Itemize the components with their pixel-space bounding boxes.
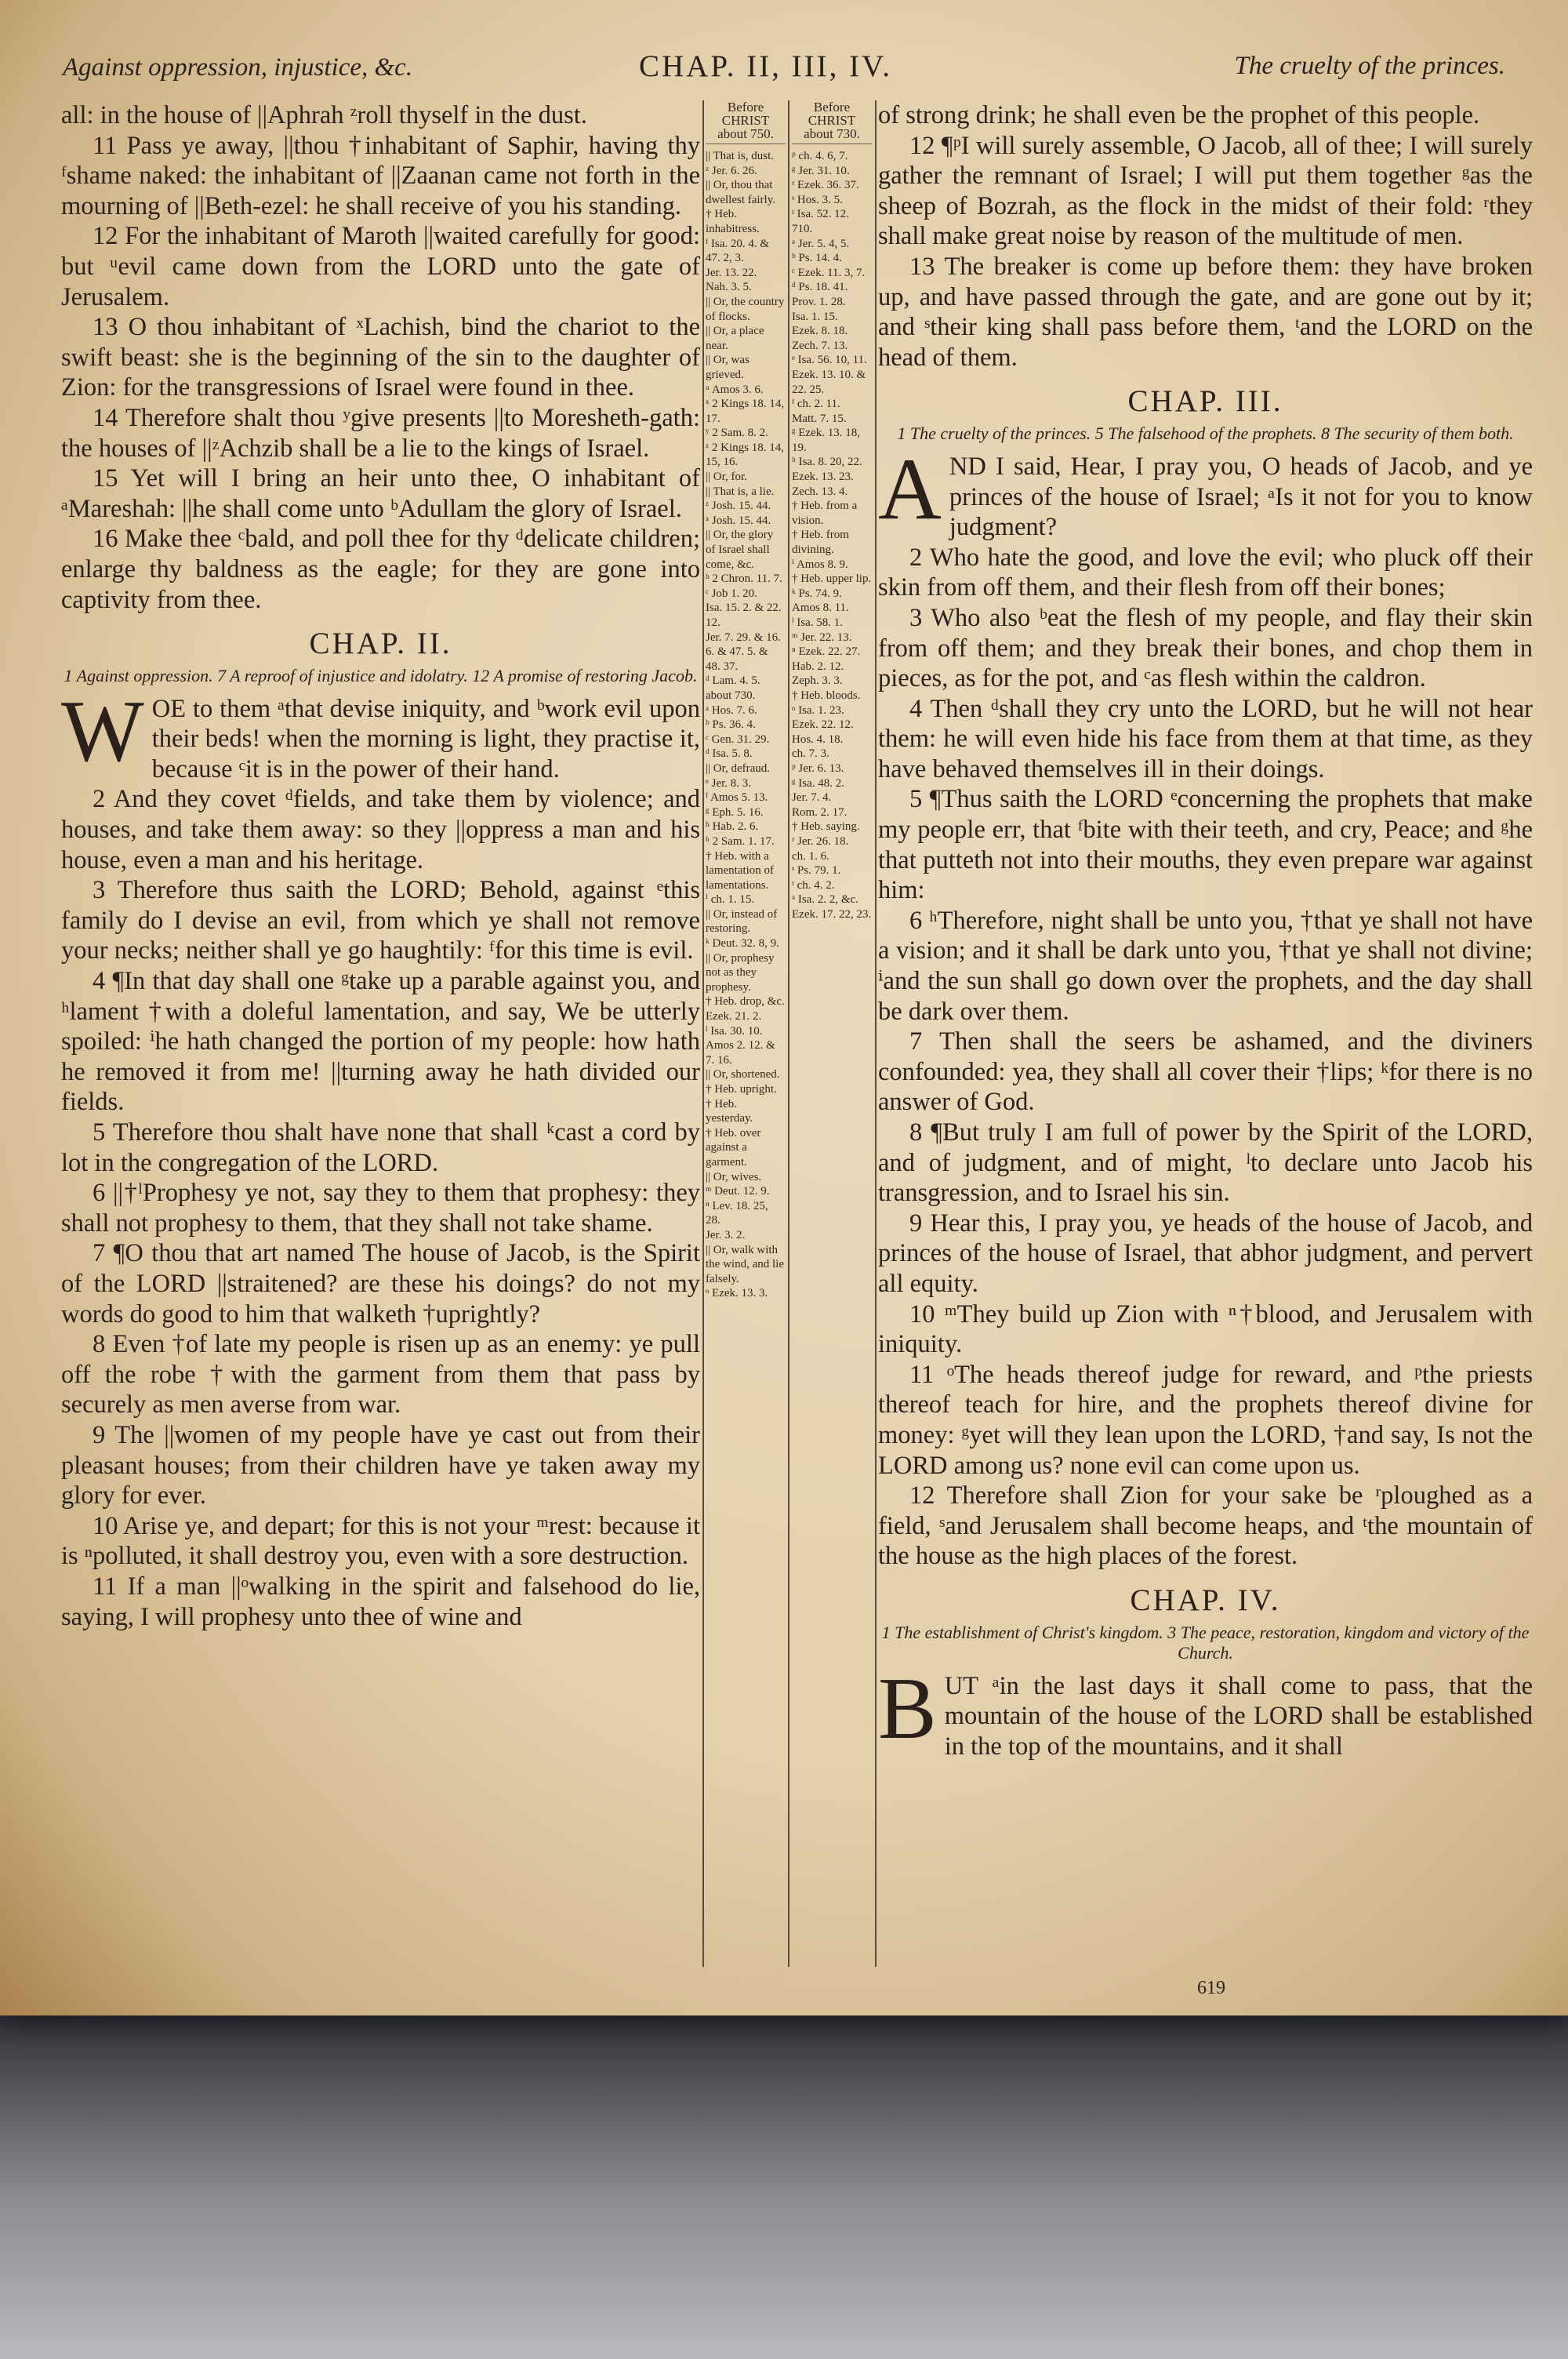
cross-reference: 710. <box>792 222 813 235</box>
verse-text: ND I said, Hear, I pray you, O heads of Jacob, and ye princes of the house of Israel; ᵃIs it not for you to know judgment? <box>949 452 1533 542</box>
chapter-summary: 1 The establishment of Christ's kingdom. 3 The peace, restoration, kingdom and victory of the Church. <box>881 1622 1530 1663</box>
cross-reference: ⁱ ch. 1. 15. <box>706 893 755 907</box>
cross-reference: ᶻ Josh. 15. 44. <box>706 500 771 513</box>
cross-reference: ᵏ Deut. 32. 8, 9. <box>706 937 779 951</box>
cross-reference: ᵃ Isa. 2. 2, &c. <box>792 893 858 907</box>
cross-reference: || Or, a place near. <box>706 325 764 352</box>
cross-reference: † Heb. drop, &c. <box>706 995 785 1009</box>
cross-reference: ᵗ ch. 4. 2. <box>792 878 835 892</box>
verse: 6 ||†ˡProphesy ye not, say they to them that prophesy: they shall not prophesy to them, that they shall not take shame. <box>61 1179 700 1238</box>
cross-reference-list <box>792 149 872 921</box>
cross-reference-list <box>706 149 786 1301</box>
cross-reference: ʸ 2 Sam. 8. 2. <box>706 427 768 440</box>
cross-reference: ᶠ Amos 5. 13. <box>706 791 768 805</box>
verse: all: in the house of ||Aphrah ᶻroll thyself in the dust. <box>61 101 587 129</box>
cross-reference: ᵃ Hos. 7. 6. <box>706 703 757 717</box>
chapter-opening-verse <box>878 1659 1533 1762</box>
cross-reference: Ezek. 13. 10. & 22. 25. <box>792 368 866 396</box>
verse: 3 Who also ᵇeat the flesh of my people, and flay their skin from off them; and they break their bones, and chop them in pieces, as for the pot, and ᶜas flesh within the caldron. <box>878 603 1533 693</box>
chapter-heading: CHAP. II. <box>309 627 452 661</box>
cross-reference: ᶜ Gen. 31. 29. <box>706 732 770 746</box>
cross-reference: ˢ Hos. 3. 5. <box>792 193 843 206</box>
cross-reference: ˢ Ps. 79. 1. <box>792 864 841 878</box>
chapter-opening-verse <box>61 682 700 785</box>
cross-reference: Amos 8. 11. <box>792 602 849 615</box>
cross-reference: ᵍ Isa. 48. 2. <box>792 776 845 790</box>
header-right-topic: The cruelty of the princes. <box>1234 52 1505 80</box>
verse: 9 Hear this, I pray you, ye heads of the house of Jacob, and princes of the house of Israel, that abhor judgment, and pervert all equity. <box>878 1209 1533 1298</box>
cross-reference: † Heb. with a lamentation of lamentations. <box>706 849 775 892</box>
cross-reference: Ezek. 17. 22, 23. <box>792 907 872 921</box>
cross-reference: || Or, was grieved. <box>706 354 750 381</box>
cross-reference: † Heb. upright. <box>706 1083 777 1096</box>
verse: 11 If a man ||ᵒwalking in the spirit and falsehood do lie, saying, I will prophesy unto thee of wine and <box>61 1572 700 1631</box>
verse-text: OE to them ᵃthat devise iniquity, and ᵇwork evil upon their beds! when the morning is light, they practise it, because ᶜit is in the power of their hand. <box>151 694 700 783</box>
cross-reference: || Or, defraud. <box>706 761 771 775</box>
cross-reference: Rom. 2. 17. <box>792 805 848 819</box>
page-number: 619 <box>1197 1978 1225 1998</box>
cross-reference-column-left <box>706 100 786 1967</box>
column-divider <box>788 100 789 1967</box>
cross-reference-column-right <box>792 100 872 1967</box>
cross-reference: † Heb. upper lip. <box>792 572 872 586</box>
cross-reference: ʳ Jer. 26. 18. <box>792 834 849 848</box>
cross-reference: Jer. 13. 22. <box>706 266 757 279</box>
cross-reference: ᵍ Eph. 5. 16. <box>706 805 764 819</box>
cross-reference: Ezek. 8. 18. <box>792 325 848 338</box>
verse: 10 ᵐThey build up Zion with ⁿ†blood, and Jerusalem with iniquity. <box>878 1299 1533 1359</box>
verse: 12 Therefore shall Zion for your sake be ʳploughed as a field, ˢand Jerusalem shall become heaps, and ᵗthe mountain of the house as the high places of the forest. <box>878 1481 1533 1571</box>
cross-reference: || Or, for. <box>706 471 747 484</box>
cross-reference: ʰ 2 Sam. 1. 17. <box>706 834 775 848</box>
verse: 11 ᵒThe heads thereof judge for reward, and ᵖthe priests thereof teach for hire, and the prophets thereof divine for money: ᵍyet will they lean upon the LORD, †and say, Is not the LORD among us? none evil can come upon us. <box>878 1360 1533 1480</box>
verse: 7 Then shall the seers be ashamed, and the diviners confounded: yea, they shall all cover their †lips; ᵏfor there is no answer of God. <box>878 1027 1533 1117</box>
verse: 7 ¶O thou that art named The house of Jacob, is the Spirit of the LORD ||straitened? are these his doings? do not my words do good to him that walketh †uprightly? <box>61 1239 700 1329</box>
verse: 3 Therefore thus saith the LORD; Behold, against ᵉthis family do I devise an evil, from which ye shall not remove your necks; neither shall ye go haughtily: ᶠfor this time is evil. <box>61 876 700 965</box>
cross-reference: || Or, the country of flocks. <box>706 295 785 323</box>
verse: 13 The breaker is come up before them: they have broken up, and have passed through the gate, and are gone out by it; and ˢtheir king shall pass before them, ᵗand the LORD on the head of them. <box>878 252 1533 372</box>
cross-reference: || That is, dust. <box>706 150 774 162</box>
chapter-summary: 1 The cruelty of the princes. 5 The falsehood of the prophets. 8 The security of them both. <box>897 423 1514 443</box>
cross-reference: || Or, the glory of Israel shall come, &c. <box>706 529 774 571</box>
verse: 16 Make thee ᶜbald, and poll thee for thy ᵈdelicate children; enlarge thy baldness as the eagle; for they are gone into captivity from thee. <box>61 525 700 614</box>
cross-reference: † Heb. over against a garment. <box>706 1126 761 1169</box>
cross-reference: Amos 2. 12. & 7. 16. <box>706 1039 775 1067</box>
cross-reference: ᵈ Isa. 5. 8. <box>706 747 753 761</box>
cross-reference: ᵐ Jer. 22. 13. <box>792 631 852 644</box>
verse: 14 Therefore shalt thou ʸgive presents ||to Moresheth-gath: the houses of ||ᶻAchzib shall be a lie to the kings of Israel. <box>61 403 700 463</box>
cross-reference: ᵍ Jer. 31. 10. <box>792 164 850 177</box>
cross-reference: Matt. 7. 15. <box>792 412 847 425</box>
cross-reference: Isa. 15. 2. & 22. 12. <box>706 602 782 629</box>
cross-reference: || Or, walk with the wind, and lie falsely. <box>706 1243 784 1285</box>
cross-reference: Zech. 7. 13. <box>792 339 848 352</box>
cross-reference: † Heb. yesterday. <box>706 1097 753 1125</box>
cross-reference: † Heb. bloods. <box>792 689 861 702</box>
verse: 13 O thou inhabitant of ˣLachish, bind the chariot to the swift beast: she is the beginning of the sin to the daughter of Zion: for the transgressions of Israel were found in thee. <box>61 313 700 402</box>
cross-reference: || Or, thou that dwellest fairly. <box>706 179 775 206</box>
cross-reference: ᵐ Deut. 12. 9. <box>706 1185 770 1198</box>
cross-reference: ᵉ Jer. 8. 3. <box>706 776 752 790</box>
cross-reference: Isa. 1. 15. <box>792 310 838 323</box>
chapter-heading: CHAP. IV. <box>1130 1583 1281 1617</box>
chapter-summary: 1 Against oppression. 7 A reproof of injustice and idolatry. 12 A promise of restoring Jacob. <box>64 665 698 685</box>
date-heading: Before CHRIST about 730. <box>792 100 872 144</box>
cross-reference: ᵖ Jer. 6. 13. <box>792 761 844 775</box>
verse: 10 Arise ye, and depart; for this is not your ᵐrest: because it is ⁿpolluted, it shall destroy you, even with a sore destruction. <box>61 1511 700 1571</box>
cross-reference: ˡ Isa. 30. 10. <box>706 1024 763 1038</box>
cross-reference: ᶻ Jer. 6. 26. <box>706 164 757 177</box>
date-heading: Before CHRIST about 750. <box>706 100 786 144</box>
cross-reference: Ezek. 13. 23. <box>792 471 854 484</box>
column-divider <box>875 100 877 1967</box>
cross-reference: ᵃ Jer. 5. 4, 5. <box>792 237 850 250</box>
cross-reference: about 730. <box>706 689 756 702</box>
verse: 6 ʰTherefore, night shall be unto you, †that ye shall not have a vision; and it shall be dark unto you, †that ye shall not divine; ⁱand the sun shall go down over the prophets, and the day shall be dark over them. <box>878 906 1533 1026</box>
cross-reference: ᵘ Amos 3. 6. <box>706 383 764 396</box>
cross-reference: || Or, instead of restoring. <box>706 907 778 936</box>
cross-reference: ch. 1. 6. <box>792 849 829 863</box>
cross-reference: ᵖ ch. 4. 6, 7. <box>792 150 848 162</box>
verse: 4 ¶In that day shall one ᵍtake up a parable against you, and ʰlament †with a doleful lamentation, and say, We be utterly spoiled: ⁱhe hath changed the portion of my people: how hath he removed it from me! ||turning away he hath divided our fields. <box>61 967 700 1117</box>
header-left-topic: Against oppression, injustice, &c. <box>63 53 413 82</box>
cross-reference: ᵇ Ps. 36. 4. <box>706 718 756 732</box>
cross-reference: Zeph. 3. 3. <box>792 674 843 688</box>
cross-reference: ᶠ Isa. 20. 4. & 47. 2, 3. <box>706 237 770 265</box>
cross-reference: Jer. 7. 29. & 16. 6. & 47. 5. & 48. 37. <box>706 631 781 673</box>
verse: 11 Pass ye away, ||thou †inhabitant of Saphir, having thy ᶠshame naked: the inhabitant of ||Zaanan came not forth in the mourning of ||Beth-ezel: he shall receive of you his standing. <box>61 131 700 220</box>
cross-reference: ᵍ Ezek. 13. 18, 19. <box>792 427 860 454</box>
running-header <box>63 47 1537 94</box>
cross-reference: ᵈ Lam. 4. 5. <box>706 674 760 688</box>
verse: 12 ¶ᵖI will surely assemble, O Jacob, all of thee; I will surely gather the remnant of Israel; I will put them together ᵍas the sheep of Bozrah, as the flock in the midst of their fold: ʳthey shall make great noise by reason of the multitude of men. <box>878 131 1533 251</box>
cross-reference: ᵇ Ps. 14. 4. <box>792 252 842 265</box>
cross-reference: ᵉ Isa. 56. 10, 11. <box>792 354 867 367</box>
cross-reference: † Heb. from a vision. <box>792 500 858 527</box>
chapter-heading: CHAP. III. <box>1127 384 1283 419</box>
cross-reference: Zech. 13. 4. <box>792 485 848 498</box>
desk-background <box>0 2008 1568 2359</box>
cross-reference: ˣ 2 Kings 18. 14, 17. <box>706 398 785 425</box>
cross-reference: ᵏ Ps. 74. 9. <box>792 587 842 600</box>
verse-text: UT ᵃin the last days it shall come to pass, that the mountain of the house of the LORD shall be established in the top of the mountains, and it shall <box>944 1671 1533 1761</box>
verse: 2 Who hate the good, and love the evil; who pluck off their skin from off them, and their flesh from off their bones; <box>878 543 1533 602</box>
verse: 9 The ||women of my people have ye cast out from their pleasant houses; from their children have ye taken away my glory for ever. <box>61 1420 700 1510</box>
cross-reference: ᵇ 2 Chron. 11. 7. <box>706 572 782 586</box>
cross-reference: ʰ Isa. 8. 20, 22. <box>792 456 862 469</box>
verse: 15 Yet will I bring an heir unto thee, O inhabitant of ᵃMareshah: ||he shall come unto ᵇAdullam the glory of Israel. <box>61 464 700 523</box>
cross-reference: ch. 7. 3. <box>792 747 829 761</box>
cross-reference: || That is, a lie. <box>706 485 775 498</box>
cross-reference: ʰ Hab. 2. 6. <box>706 820 759 834</box>
right-text-column <box>878 100 1533 1761</box>
cross-reference: Hab. 2. 12. <box>792 660 844 673</box>
cross-reference: ᵃ Josh. 15. 44. <box>706 514 771 527</box>
header-chapters: CHAP. II, III, IV. <box>639 49 893 83</box>
cross-reference: Jer. 3. 2. <box>706 1228 746 1241</box>
column-divider <box>702 100 704 1967</box>
cross-reference: ᶠ ch. 2. 11. <box>792 398 840 411</box>
cross-reference: ⁱ Amos 8. 9. <box>792 558 848 571</box>
cross-reference: Ezek. 22. 12. <box>792 718 854 732</box>
cross-reference: Hos. 4. 18. <box>792 732 844 746</box>
chapter-opening-verse <box>878 440 1533 543</box>
cross-reference: ⁿ Ezek. 22. 27. <box>792 645 861 659</box>
cross-reference: Prov. 1. 28. <box>792 295 846 308</box>
verse: 2 And they covet ᵈfields, and take them by violence; and houses, and take them away: so they ||oppress a man and his house, even a man and his heritage. <box>61 785 700 874</box>
cross-reference: Nah. 3. 5. <box>706 281 752 294</box>
cross-reference: ⁿ Lev. 18. 25, 28. <box>706 1199 768 1227</box>
drop-cap-letter: B <box>878 1659 937 1757</box>
verse: 4 Then ᵈshall they cry unto the LORD, but he will not hear them: he will even hide his face from them at that time, as they have behaved themselves ill in their doings. <box>878 694 1533 783</box>
cross-reference: ᵗ Isa. 52. 12. <box>792 208 849 221</box>
cross-reference: † Heb. inhabitress. <box>706 208 760 235</box>
drop-cap-letter: W <box>61 682 144 780</box>
cross-reference: Jer. 7. 4. <box>792 791 832 805</box>
cross-reference: ᵒ Ezek. 13. 3. <box>706 1287 768 1300</box>
cross-reference: || Or, shortened. <box>706 1068 780 1081</box>
verse: 12 For the inhabitant of Maroth ||waited carefully for good: but ᵘevil came down from the LORD unto the gate of Jerusalem. <box>61 222 700 311</box>
verse: 5 ¶Thus saith the LORD ᵉconcerning the prophets that make my people err, that ᶠbite with their teeth, and cry, Peace; and ᵍhe that putteth not into their mouths, they even prepare war against him: <box>878 785 1533 905</box>
verse: 8 ¶But truly I am full of power by the Spirit of the LORD, and of judgment, and of might, ˡto declare unto Jacob his transgression, and to Israel his sin. <box>878 1118 1533 1208</box>
cross-reference: ᶜ Job 1. 20. <box>706 587 757 600</box>
cross-reference: || Or, prophesy not as they prophesy. <box>706 951 775 994</box>
cross-reference: ʳ Ezek. 36. 37. <box>792 179 859 192</box>
cross-reference: ᵈ Ps. 18. 41. <box>792 281 848 294</box>
verse: of strong drink; he shall even be the prophet of this people. <box>878 101 1480 129</box>
cross-reference: ᶻ 2 Kings 18. 14, 15, 16. <box>706 441 784 469</box>
cross-reference: ˡ Isa. 58. 1. <box>792 616 843 629</box>
cross-reference: † Heb. from divining. <box>792 529 849 557</box>
left-text-column <box>61 100 700 1632</box>
cross-reference: || Or, wives. <box>706 1170 762 1183</box>
cross-reference: † Heb. saying. <box>792 820 860 834</box>
drop-cap-letter: A <box>878 440 942 538</box>
cross-reference: ᵒ Isa. 1. 23. <box>792 703 844 717</box>
verse: 8 Even †of late my people is risen up as an enemy: ye pull off the robe †with the garment from them that pass by securely as men averse from war. <box>61 1330 700 1419</box>
cross-reference: Ezek. 21. 2. <box>706 1010 762 1023</box>
verse: 5 Therefore thou shalt have none that shall ᵏcast a cord by lot in the congregation of the LORD. <box>61 1118 700 1177</box>
cross-reference: ᶜ Ezek. 11. 3, 7. <box>792 266 866 279</box>
